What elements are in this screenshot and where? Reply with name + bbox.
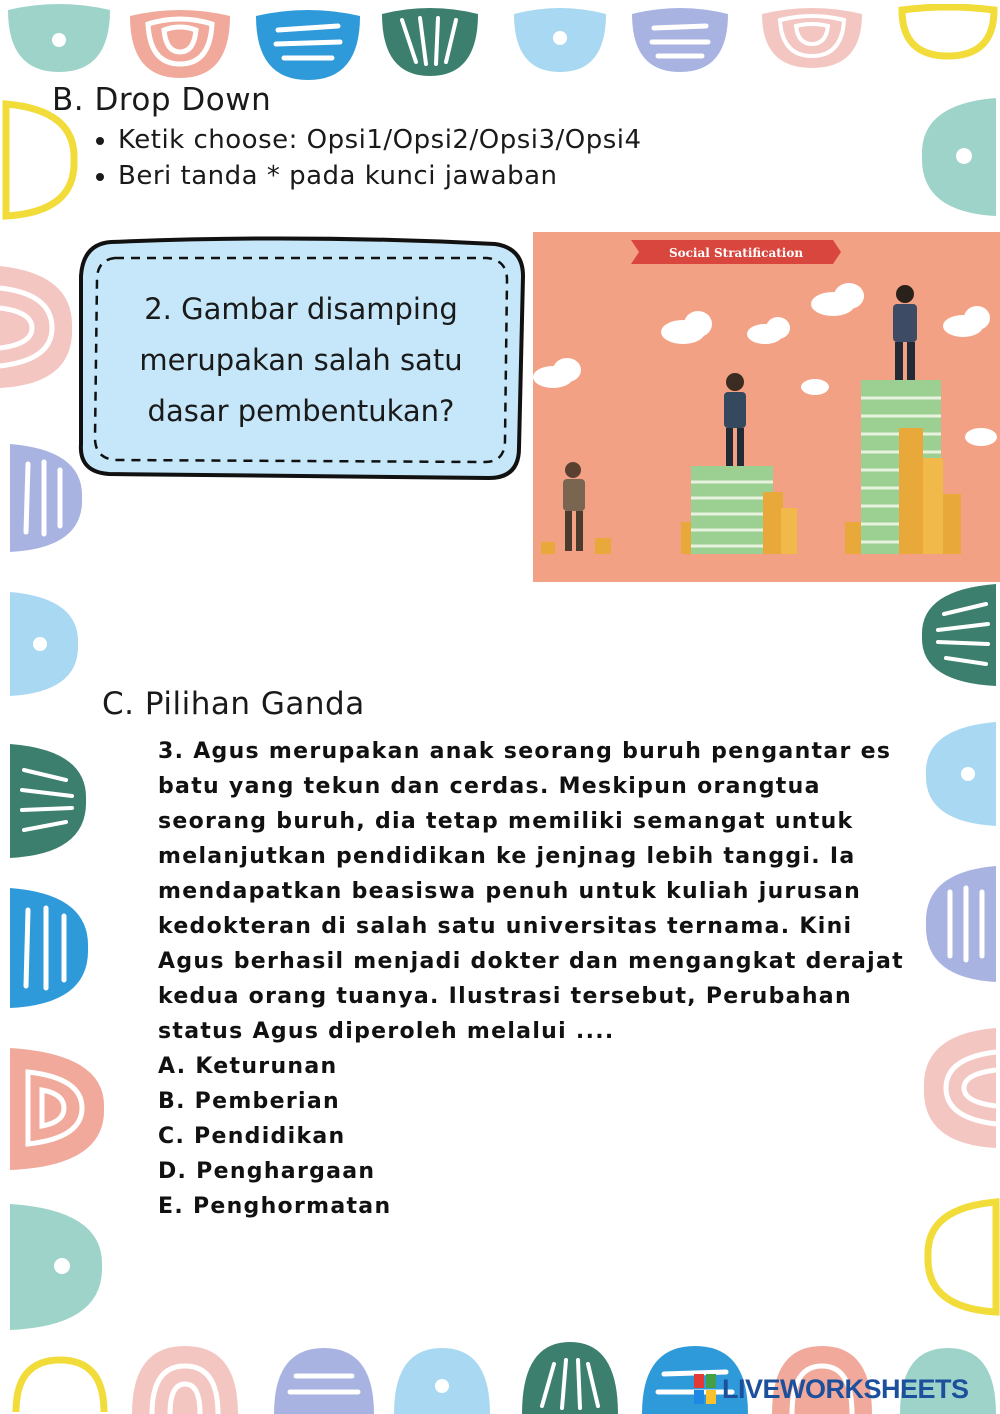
decor-shape-left-5 bbox=[6, 740, 90, 862]
decor-shape-left-6 bbox=[6, 884, 92, 1012]
decor-shape-top-3 bbox=[254, 8, 362, 84]
section-c-title: C. Pilihan Ganda bbox=[102, 686, 365, 722]
decor-shape-top-5 bbox=[512, 6, 608, 76]
decor-shape-left-3 bbox=[6, 440, 86, 556]
decor-shape-left-4 bbox=[6, 588, 82, 700]
section-b-title: B. Drop Down bbox=[52, 82, 272, 118]
decor-shape-bottom-5 bbox=[520, 1340, 620, 1414]
decor-shape-top-7 bbox=[760, 6, 864, 72]
decor-shape-top-2 bbox=[128, 8, 232, 80]
question-3-options bbox=[158, 1049, 918, 1224]
decor-shape-left-7 bbox=[6, 1044, 108, 1174]
decor-shape-left-2 bbox=[0, 262, 76, 392]
decor-shape-right-3 bbox=[920, 718, 1000, 830]
decor-shape-right-2 bbox=[916, 580, 1000, 690]
decor-shape-left-1 bbox=[0, 100, 78, 220]
decor-shape-right-4 bbox=[920, 862, 1000, 986]
decor-shape-top-1 bbox=[6, 2, 112, 76]
answer-option-c[interactable]: C. Pendidikan bbox=[158, 1124, 346, 1149]
instruction-bullet: • Ketik choose: Opsi1/Opsi2/Opsi3/Opsi4 bbox=[118, 122, 642, 158]
instruction-bullet: • Beri tanda * pada kunci jawaban bbox=[118, 158, 642, 194]
decor-shape-bottom-1 bbox=[12, 1356, 108, 1414]
decor-shape-bottom-3 bbox=[272, 1346, 376, 1414]
answer-option-b[interactable]: B. Pemberian bbox=[158, 1089, 340, 1114]
decor-shape-right-6 bbox=[920, 1196, 1000, 1318]
banner-text: Social Stratification bbox=[668, 246, 804, 260]
question-2-box bbox=[75, 236, 527, 484]
decor-shape-top-6 bbox=[630, 6, 730, 76]
answer-option-a[interactable]: A. Keturunan bbox=[158, 1054, 338, 1079]
decor-shape-bottom-2 bbox=[130, 1344, 240, 1414]
decor-shape-top-8 bbox=[898, 4, 998, 62]
question-3 bbox=[158, 734, 918, 1224]
question-3-stem: 3. Agus merupakan anak seorang buruh pengantar es batu yang tekun dan cerdas. Meskipun orangtua seorang buruh, dia tetap memiliki semangat untuk melanjutkan pendidikan ke jenjnag lebih tanggi. Ia mendapatkan beasiswa penuh untuk kuliah jurusan kedokteran di salah satu universitas ternama. Kini Agus berhasil menjadi dokter dan mengangkat derajat kedua orang tuanya. Ilustrasi tersebut, Perubahan status Agus diperoleh melalui .... bbox=[158, 739, 904, 1044]
answer-option-e[interactable]: E. Penghormatan bbox=[158, 1194, 392, 1219]
answer-option-d[interactable]: D. Penghargaan bbox=[158, 1159, 376, 1184]
decor-shape-right-1 bbox=[916, 94, 1000, 220]
section-b-instructions bbox=[92, 122, 642, 194]
liveworksheets-wordmark: LIVEWORKSHEETS bbox=[722, 1373, 969, 1404]
liveworksheets-brand bbox=[694, 1372, 969, 1406]
decor-shape-right-5 bbox=[918, 1024, 1000, 1152]
decor-shape-bottom-4 bbox=[392, 1346, 492, 1414]
question-2-text: 2. Gambar disamping merupakan salah satu dasar pembentukan? bbox=[139, 291, 463, 428]
social-stratification-illustration bbox=[533, 232, 1000, 582]
decor-shape-top-4 bbox=[380, 6, 480, 80]
liveworksheets-logo-icon bbox=[694, 1374, 716, 1404]
decor-shape-left-8 bbox=[6, 1200, 106, 1334]
